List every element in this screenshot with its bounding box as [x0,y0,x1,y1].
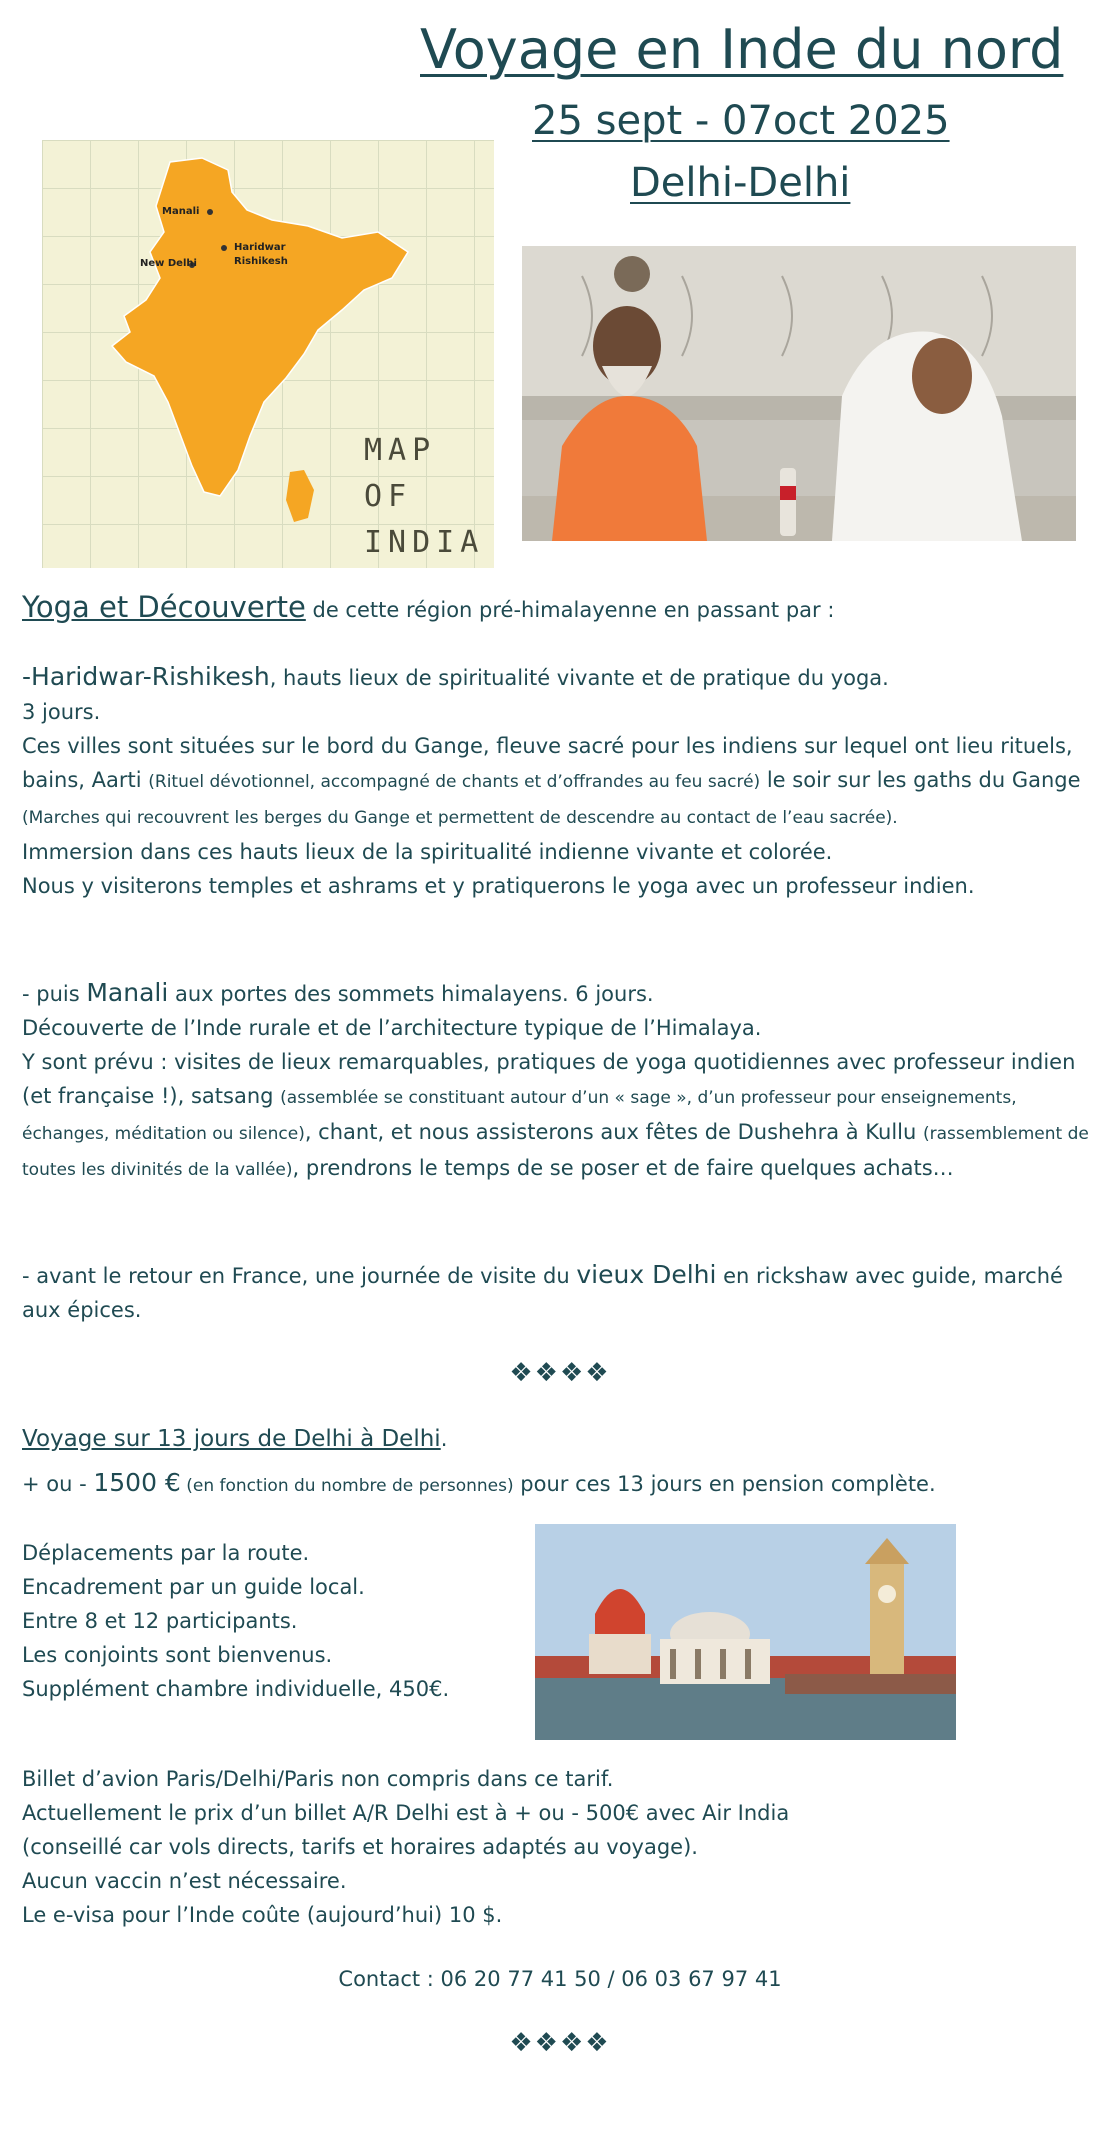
haridwar-days: 3 jours. [22,700,101,724]
info-line: (conseillé car vols directs, tarifs et horaires adaptés au voyage). [22,1835,698,1859]
india-map-illustration [42,140,494,568]
map-label-haridwar: Haridwar [234,242,286,253]
intro-text: de cette région pré-himalayenne en passant par : [305,598,835,622]
price: 1500 € [93,1468,181,1497]
list-item: Les conjoints sont bienvenus. [22,1643,333,1667]
contact-line: Contact : 06 20 77 41 50 / 06 03 67 97 41 [338,1967,782,1991]
delhi-name: vieux Delhi [576,1260,717,1289]
info-line: Billet d’avion Paris/Delhi/Paris non compris dans ce tarif. [22,1767,614,1791]
list-item: Déplacements par la route. [22,1541,310,1565]
info-line: Le e-visa pour l’Inde coûte (aujourd’hui) 10 $. [22,1903,503,1927]
info-line: Aucun vaccin n’est nécessaire. [22,1869,347,1893]
summary-title: Voyage sur 13 jours de Delhi à Delhi [22,1426,441,1452]
manali-name: Manali [86,978,169,1007]
page-title: Voyage en Inde du nord [420,18,1064,81]
map-label-manali: Manali [162,206,200,217]
haridwar-ghat-photo [535,1524,956,1740]
list-item: Supplément chambre individuelle, 450€. [22,1677,450,1701]
intro-paragraph [22,590,1102,627]
summary-section: Voyage sur 13 jours de Delhi à Delhi. + ou - 1500 € (en fonction du nombre de personnes) pour ces 13 jours en pension complète. [22,1426,936,1497]
info-line: Actuellement le prix d’un billet A/R Delhi est à + ou - 500€ avec Air India [22,1801,790,1825]
ornament-divider: ❖❖❖❖ [509,1358,611,1388]
list-item: Entre 8 et 12 participants. [22,1609,298,1633]
intro-lead: Yoga et Découverte [22,590,306,624]
practical-info [22,1762,1102,1932]
manali-section: - puis Manali aux portes des sommets himalayens. 6 jours. Découverte de l’Inde rurale et de l’architecture typique de l’Himalaya. Y sont prévu : visites de lieux remarquables, pratiques de yoga quotidiennes avec professeur indien (et française !), satsang (assemblée se constituant autour d’un « sage », d’un professeur pour enseignements, échanges, méditation ou silence), chant, et nous assisterons aux fêtes de Dushehra à Kullu (rassemblement de toutes les divinités de la vallée), prendrons le temps de se poser et de faire quelques achats… [22,978,1089,1180]
haridwar-name: Haridwar-Rishikesh [31,662,270,691]
sadhu-photo [522,246,1076,541]
haridwar-section: -Haridwar-Rishikesh, hauts lieux de spiritualité vivante et de pratique du yoga. 3 jours. Ces villes sont situées sur le bord du Gange, fleuve sacré pour les indiens sur lequel ont lieu rituels, bains, Aarti (Rituel dévotionnel, accompagné de chants et d’offrandes au feu sacré) le soir sur les gaths du Gange (Marches qui recouvrent les berges du Gange et permettent de descendre au contact de l’eau sacrée). Immersion dans ces hauts lieux de la spiritualité indienne vivante et colorée. Nous y visiterons temples et ashrams et y pratiquerons le yoga avec un professeur indien. [22,660,1102,903]
map-label-rishikesh: Rishikesh [234,256,288,267]
details-list [22,1536,522,1706]
list-item: Encadrement par un guide local. [22,1575,365,1599]
delhi-section: - avant le retour en France, une journée de visite du vieux Delhi en rickshaw avec guide, marché aux épices. [22,1260,1063,1322]
map-label-new-delhi: New Delhi [140,258,197,269]
map-caption: MAP OF INDIA [364,433,485,560]
trip-dates: 25 sept - 07oct 2025 [532,98,950,144]
trip-route: Delhi-Delhi [630,160,851,206]
ornament-divider-bottom: ❖❖❖❖ [509,2028,611,2058]
